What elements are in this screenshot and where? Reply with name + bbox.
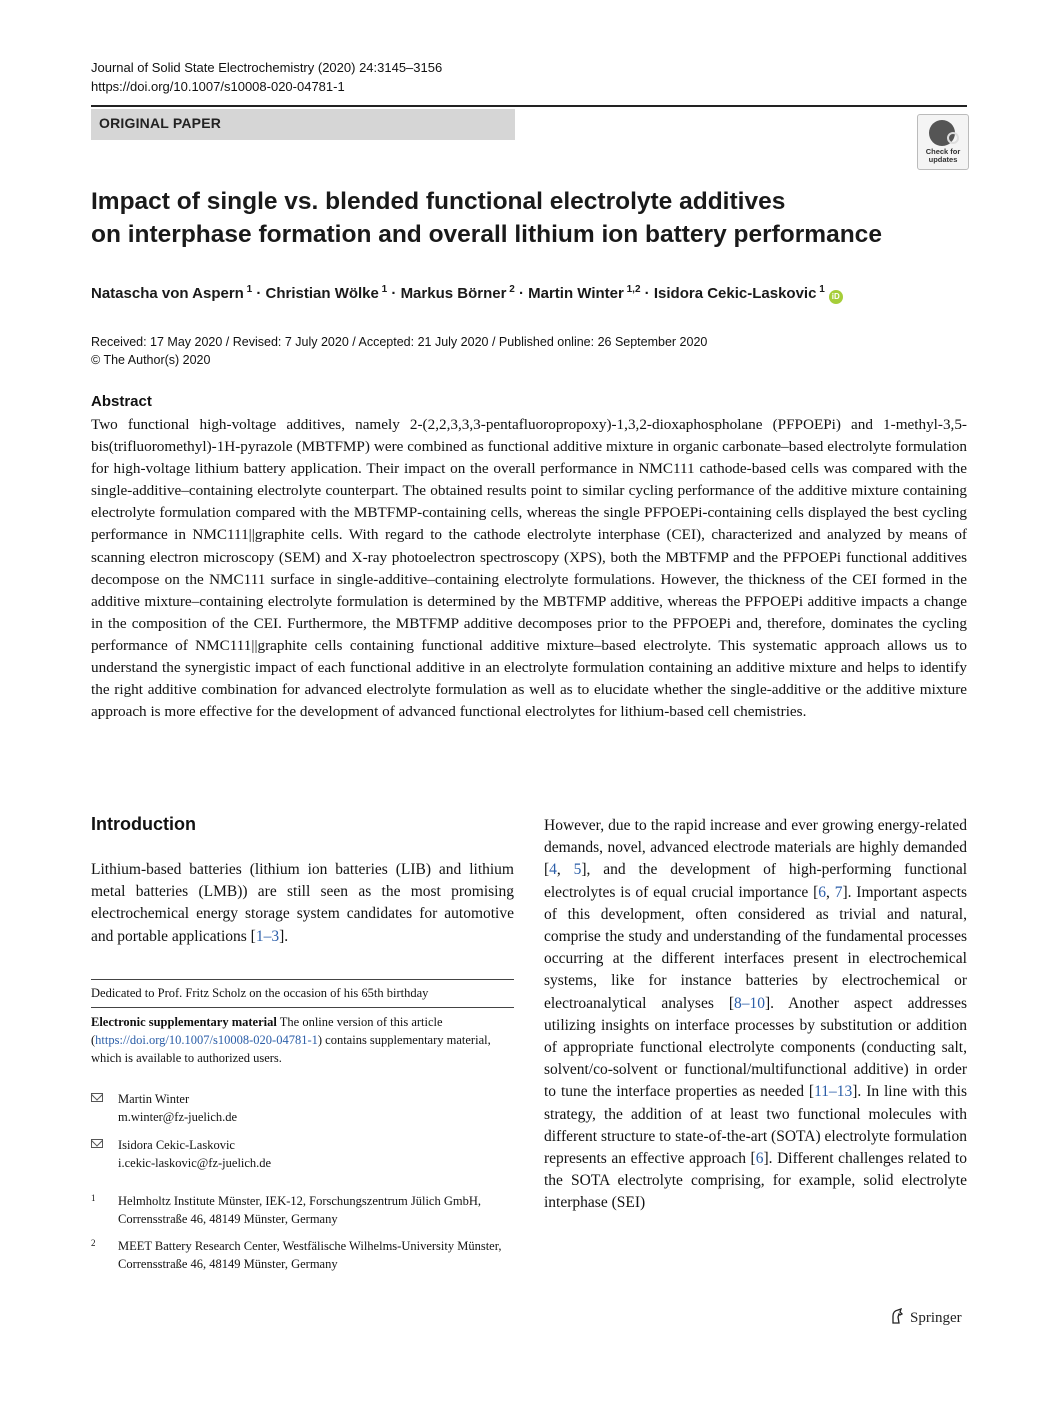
intro-text: ]. Another aspect addresses utilizing insights on interface processes by substitution or addition of appropriate functional electrolyte components (conducting salt, solvent/co-solvent or functional/multifunctional additive) in order to tune the interface properties as needed [ (544, 994, 967, 1101)
affiliation-text: MEET Battery Research Center, Westfälische Wilhelms-University Münster, Corrensstraße 46, 48149 Münster, Germany (118, 1239, 502, 1271)
author-name: Christian Wölke (265, 285, 379, 302)
section-label: ORIGINAL PAPER (99, 115, 222, 131)
footnote-rule (91, 979, 514, 980)
intro-text: ]. (279, 927, 289, 945)
intro-text: , (825, 883, 835, 901)
citation-link[interactable]: 6 (818, 883, 826, 901)
supplementary-note (91, 1013, 514, 1067)
contact-name: Isidora Cekic-Laskovic (118, 1138, 235, 1152)
intro-text: ]. Different challenges related to the SOTA electrolyte comprising, for example, solid electrolyte interphase (SEI) (544, 1150, 967, 1212)
esm-text: ) contains supplementary material, which is available to authorized users. (91, 1033, 491, 1065)
intro-text: Lithium-based batteries (lithium ion batteries (LIB) and lithium metal batteries (LMB)) are still seen as the most promising electrochemical energy storage system candidates for automotive and portable applications [ (91, 861, 514, 945)
article-dates (91, 333, 707, 369)
journal-header (91, 58, 442, 96)
publisher-name: Springer (910, 1310, 962, 1326)
badge-text: Check for updates (925, 147, 961, 164)
header-rule (91, 105, 967, 107)
intro-text: However, due to the rapid increase and ever growing energy-related demands, novel, advanced electrode materials are highly demanded [ (544, 817, 967, 879)
affiliation-number: 2 (91, 1238, 96, 1248)
esm-link[interactable]: https://doi.org/10.1007/s10008-020-04781-1 (95, 1033, 318, 1047)
affiliation-text: Helmholtz Institute Münster, IEK-12, Forschungszentrum Jülich GmbH, Corrensstraße 46, 48149 Münster, Germany (118, 1194, 481, 1226)
intro-text: ]. Important aspects of this development, often considered as trivial and natural, comprise the study and understanding of the fundamental processes occurring at the different interfaces present in electrochemical systems, like for instance batteries by electrochemical or electroanalytical analyses [ (544, 883, 967, 1012)
citation-link[interactable]: 11–13 (814, 1083, 853, 1101)
title-line-2: on interphase formation and overall lithium ion battery performance (91, 221, 882, 248)
intro-text: ]. In line with this strategy, the addition of at least two functional molecules with different structure to state-of-the-art (SOTA) electrolyte formulation represents an effective approach [ (544, 1083, 967, 1168)
doi-link[interactable]: https://doi.org/10.1007/s10008-020-04781-1 (91, 79, 345, 94)
citation-link[interactable]: 8–10 (734, 994, 765, 1012)
introduction-right-column (544, 815, 967, 1215)
introduction-left-column (91, 859, 514, 948)
copyright: © The Author(s) 2020 (91, 353, 211, 367)
contact-name: Martin Winter (118, 1092, 190, 1106)
springer-horse-icon (890, 1308, 904, 1324)
author-name: Markus Börner (400, 285, 507, 302)
abstract-text: Two functional high-voltage additives, namely 2-(2,2,3,3,3-pentafluoropropoxy)-1,3,2-dioxaphospholane (PFPOEPi) and 1-methyl-3,5-bis(trifluoromethyl)-1H-pyrazole (MBTFMP) were combined as functional additive mixture in organic carbonate–based electrolyte formulation for high-voltage lithium battery application. Their impact on the overall performance in NMC111 cathode-based cells was compared with the single-additive–containing electrolyte counterpart. The obtained results point to similar cycling performance of the additive mixture containing electrolyte formulation compared with the MBTFMP-containing cells, whereas the single PFPOEPi-containing cells displayed the best cycling performance in NMC111||graphite cells. With regard to the cathode electrolyte interphase (CEI), characterized and analyzed by means of scanning electron microscopy (SEM) and X-ray photoelectron spectroscopy (XPS), both the MBTFMP and the PFPOEPi functional additives decompose on the NMC111 surface in single-additive–containing electrolyte formulations. However, the thickness of the CEI formed in the additive mixture–containing electrolyte formulation is determined by the MBTFMP additive, whereas the PFPOEPi additive impacts a change in the composition of the CEI. Furthermore, the MBTFMP additive decomposes prior to the PFPOEPi and, therefore, dominates the cycling performance of NMC111||graphite cells containing functional additive mixture–based electrolyte. This systematic approach allows us to understand the synergistic impact of each functional additive in an electrolyte formulation containing an additive mixture and helps to identify the right additive combination for advanced electrolyte formulation as well as to elucidate whether the single-additive or the additive mixture approach is more effective for the development of advanced functional electrolytes for lithium-based cell chemistries. (91, 416, 967, 721)
esm-label: Electronic supplementary material (91, 1015, 277, 1029)
contact-email[interactable]: i.cekic-laskovic@fz-juelich.de (118, 1156, 272, 1170)
abstract-heading: Abstract (91, 393, 152, 410)
article-title (91, 185, 967, 251)
citation-link[interactable]: 5 (573, 861, 582, 879)
author-list: Natascha von Aspern $^1$ · Christian Wölke $^1$ · Markus Börner $^2$ · Martin Winter $^{1,2}$ · Isidora Cekic-Laskovic $^1$iD (91, 278, 967, 306)
footnote-rule (91, 1007, 514, 1008)
citation-link[interactable]: 7 (834, 883, 843, 901)
envelope-icon (91, 1093, 103, 1102)
contact-email[interactable]: m.winter@fz-juelich.de (118, 1110, 238, 1124)
envelope-icon (91, 1139, 103, 1148)
intro-text: ], and the development of high-performing functional electrolytes is of equal crucial importance [ (544, 861, 968, 901)
esm-text: The online version of this article ( (91, 1015, 443, 1047)
publisher-logo (890, 1308, 962, 1328)
citation-link[interactable]: 4 (549, 861, 557, 879)
author-name: Isidora Cekic-Laskovic (653, 285, 817, 302)
check-for-updates-badge[interactable] (917, 114, 969, 170)
author-affiliation: 1 (246, 284, 253, 295)
citation-link[interactable]: 6 (755, 1150, 764, 1168)
title-line-1: Impact of single vs. blended functional electrolyte additives (91, 188, 786, 215)
orcid-icon[interactable]: iD (829, 290, 843, 304)
author-affiliation: 1,2 (626, 284, 641, 295)
citation-link[interactable]: 1–3 (255, 927, 280, 945)
intro-text: , (556, 861, 574, 879)
journal-citation: Journal of Solid State Electrochemistry (2020) 24:3145–3156 (91, 60, 443, 75)
affiliation-number: 1 (91, 1193, 96, 1203)
check-icon (929, 120, 955, 146)
dedication-note: Dedicated to Prof. Fritz Scholz on the occasion of his 65th birthday (91, 986, 429, 1000)
author-affiliation: 1 (819, 284, 825, 295)
author-name: Martin Winter (528, 285, 624, 302)
history-dates: Received: 17 May 2020 / Revised: 7 July 2020 / Accepted: 21 July 2020 / Published online: 26 September 2020 (91, 335, 708, 349)
author-affiliation: 1 (381, 284, 388, 295)
author-name: Natascha von Aspern (91, 285, 244, 302)
introduction-heading: Introduction (91, 814, 196, 834)
author-affiliation: 2 (509, 284, 515, 295)
